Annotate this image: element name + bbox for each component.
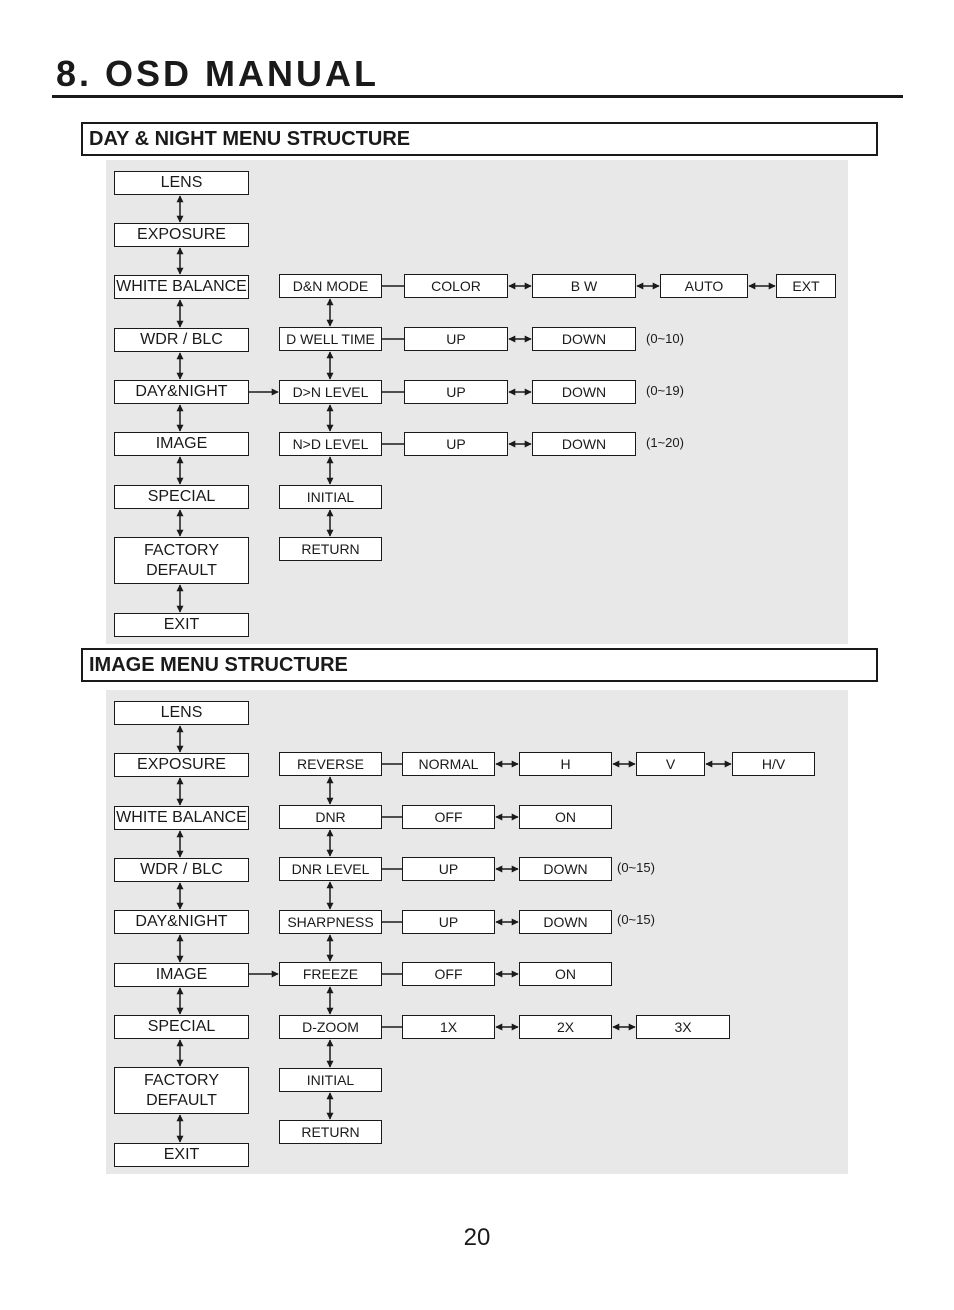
dn-sub-return: RETURN: [279, 537, 382, 561]
dn-menu-white-balance: WHITE BALANCE: [114, 275, 249, 299]
dzoom-3x: 3X: [636, 1015, 730, 1039]
dn-level-down: DOWN: [532, 380, 636, 404]
img-menu-wdr-blc: WDR / BLC: [114, 858, 249, 882]
page-title: 8. OSD MANUAL: [56, 53, 380, 94]
dwell-time-down: DOWN: [532, 327, 636, 351]
img-menu-exposure: EXPOSURE: [114, 753, 249, 777]
reverse-h: H: [519, 752, 612, 776]
img-menu-lens: LENS: [114, 701, 249, 725]
reverse-hv: H/V: [732, 752, 815, 776]
dn-menu-day-night: DAY&NIGHT: [114, 380, 249, 404]
img-sub-return: RETURN: [279, 1120, 382, 1144]
dnr-on: ON: [519, 805, 612, 829]
image-section-header: IMAGE MENU STRUCTURE: [81, 648, 878, 682]
dn-level-range: (0~19): [646, 383, 684, 398]
day-night-section-header: DAY & NIGHT MENU STRUCTURE: [81, 122, 878, 156]
dnr-level-up: UP: [402, 857, 495, 881]
dn-mode-ext: EXT: [776, 274, 836, 298]
img-sub-reverse: REVERSE: [279, 752, 382, 776]
img-menu-exit: EXIT: [114, 1143, 249, 1167]
dn-sub-dn-mode: D&N MODE: [279, 274, 382, 298]
dzoom-1x: 1X: [402, 1015, 495, 1039]
dn-sub-nd-level: N>D LEVEL: [279, 432, 382, 456]
img-sub-initial: INITIAL: [279, 1068, 382, 1092]
sharpness-down: DOWN: [519, 910, 612, 934]
img-menu-factory-default: FACTORY DEFAULT: [114, 1067, 249, 1114]
sharpness-range: (0~15): [617, 912, 655, 927]
img-menu-image: IMAGE: [114, 963, 249, 987]
dwell-time-range: (0~10): [646, 331, 684, 346]
dn-sub-dwell-time: D WELL TIME: [279, 327, 382, 351]
dn-menu-lens: LENS: [114, 171, 249, 195]
dwell-time-up: UP: [404, 327, 508, 351]
img-sub-dnr-level: DNR LEVEL: [279, 857, 382, 881]
img-sub-freeze: FREEZE: [279, 962, 382, 986]
dn-mode-auto: AUTO: [660, 274, 748, 298]
img-menu-special: SPECIAL: [114, 1015, 249, 1039]
nd-level-range: (1~20): [646, 435, 684, 450]
dnr-off: OFF: [402, 805, 495, 829]
dn-sub-initial: INITIAL: [279, 485, 382, 509]
dn-menu-exit: EXIT: [114, 613, 249, 637]
reverse-normal: NORMAL: [402, 752, 495, 776]
dn-menu-wdr-blc: WDR / BLC: [114, 328, 249, 352]
reverse-v: V: [636, 752, 705, 776]
dn-sub-dn-level: D>N LEVEL: [279, 380, 382, 404]
img-sub-sharpness: SHARPNESS: [279, 910, 382, 934]
sharpness-up: UP: [402, 910, 495, 934]
img-menu-white-balance: WHITE BALANCE: [114, 806, 249, 830]
dnr-level-range: (0~15): [617, 860, 655, 875]
dzoom-2x: 2X: [519, 1015, 612, 1039]
nd-level-down: DOWN: [532, 432, 636, 456]
page-number: 20: [463, 1224, 491, 1251]
dn-mode-color: COLOR: [404, 274, 508, 298]
nd-level-up: UP: [404, 432, 508, 456]
freeze-off: OFF: [402, 962, 495, 986]
dn-menu-factory-default: FACTORY DEFAULT: [114, 537, 249, 584]
dnr-level-down: DOWN: [519, 857, 612, 881]
img-sub-dzoom: D-ZOOM: [279, 1015, 382, 1039]
img-menu-day-night: DAY&NIGHT: [114, 910, 249, 934]
img-sub-dnr: DNR: [279, 805, 382, 829]
dn-level-up: UP: [404, 380, 508, 404]
dn-menu-exposure: EXPOSURE: [114, 223, 249, 247]
dn-mode-bw: B W: [532, 274, 636, 298]
dn-menu-image: IMAGE: [114, 432, 249, 456]
dn-menu-special: SPECIAL: [114, 485, 249, 509]
freeze-on: ON: [519, 962, 612, 986]
